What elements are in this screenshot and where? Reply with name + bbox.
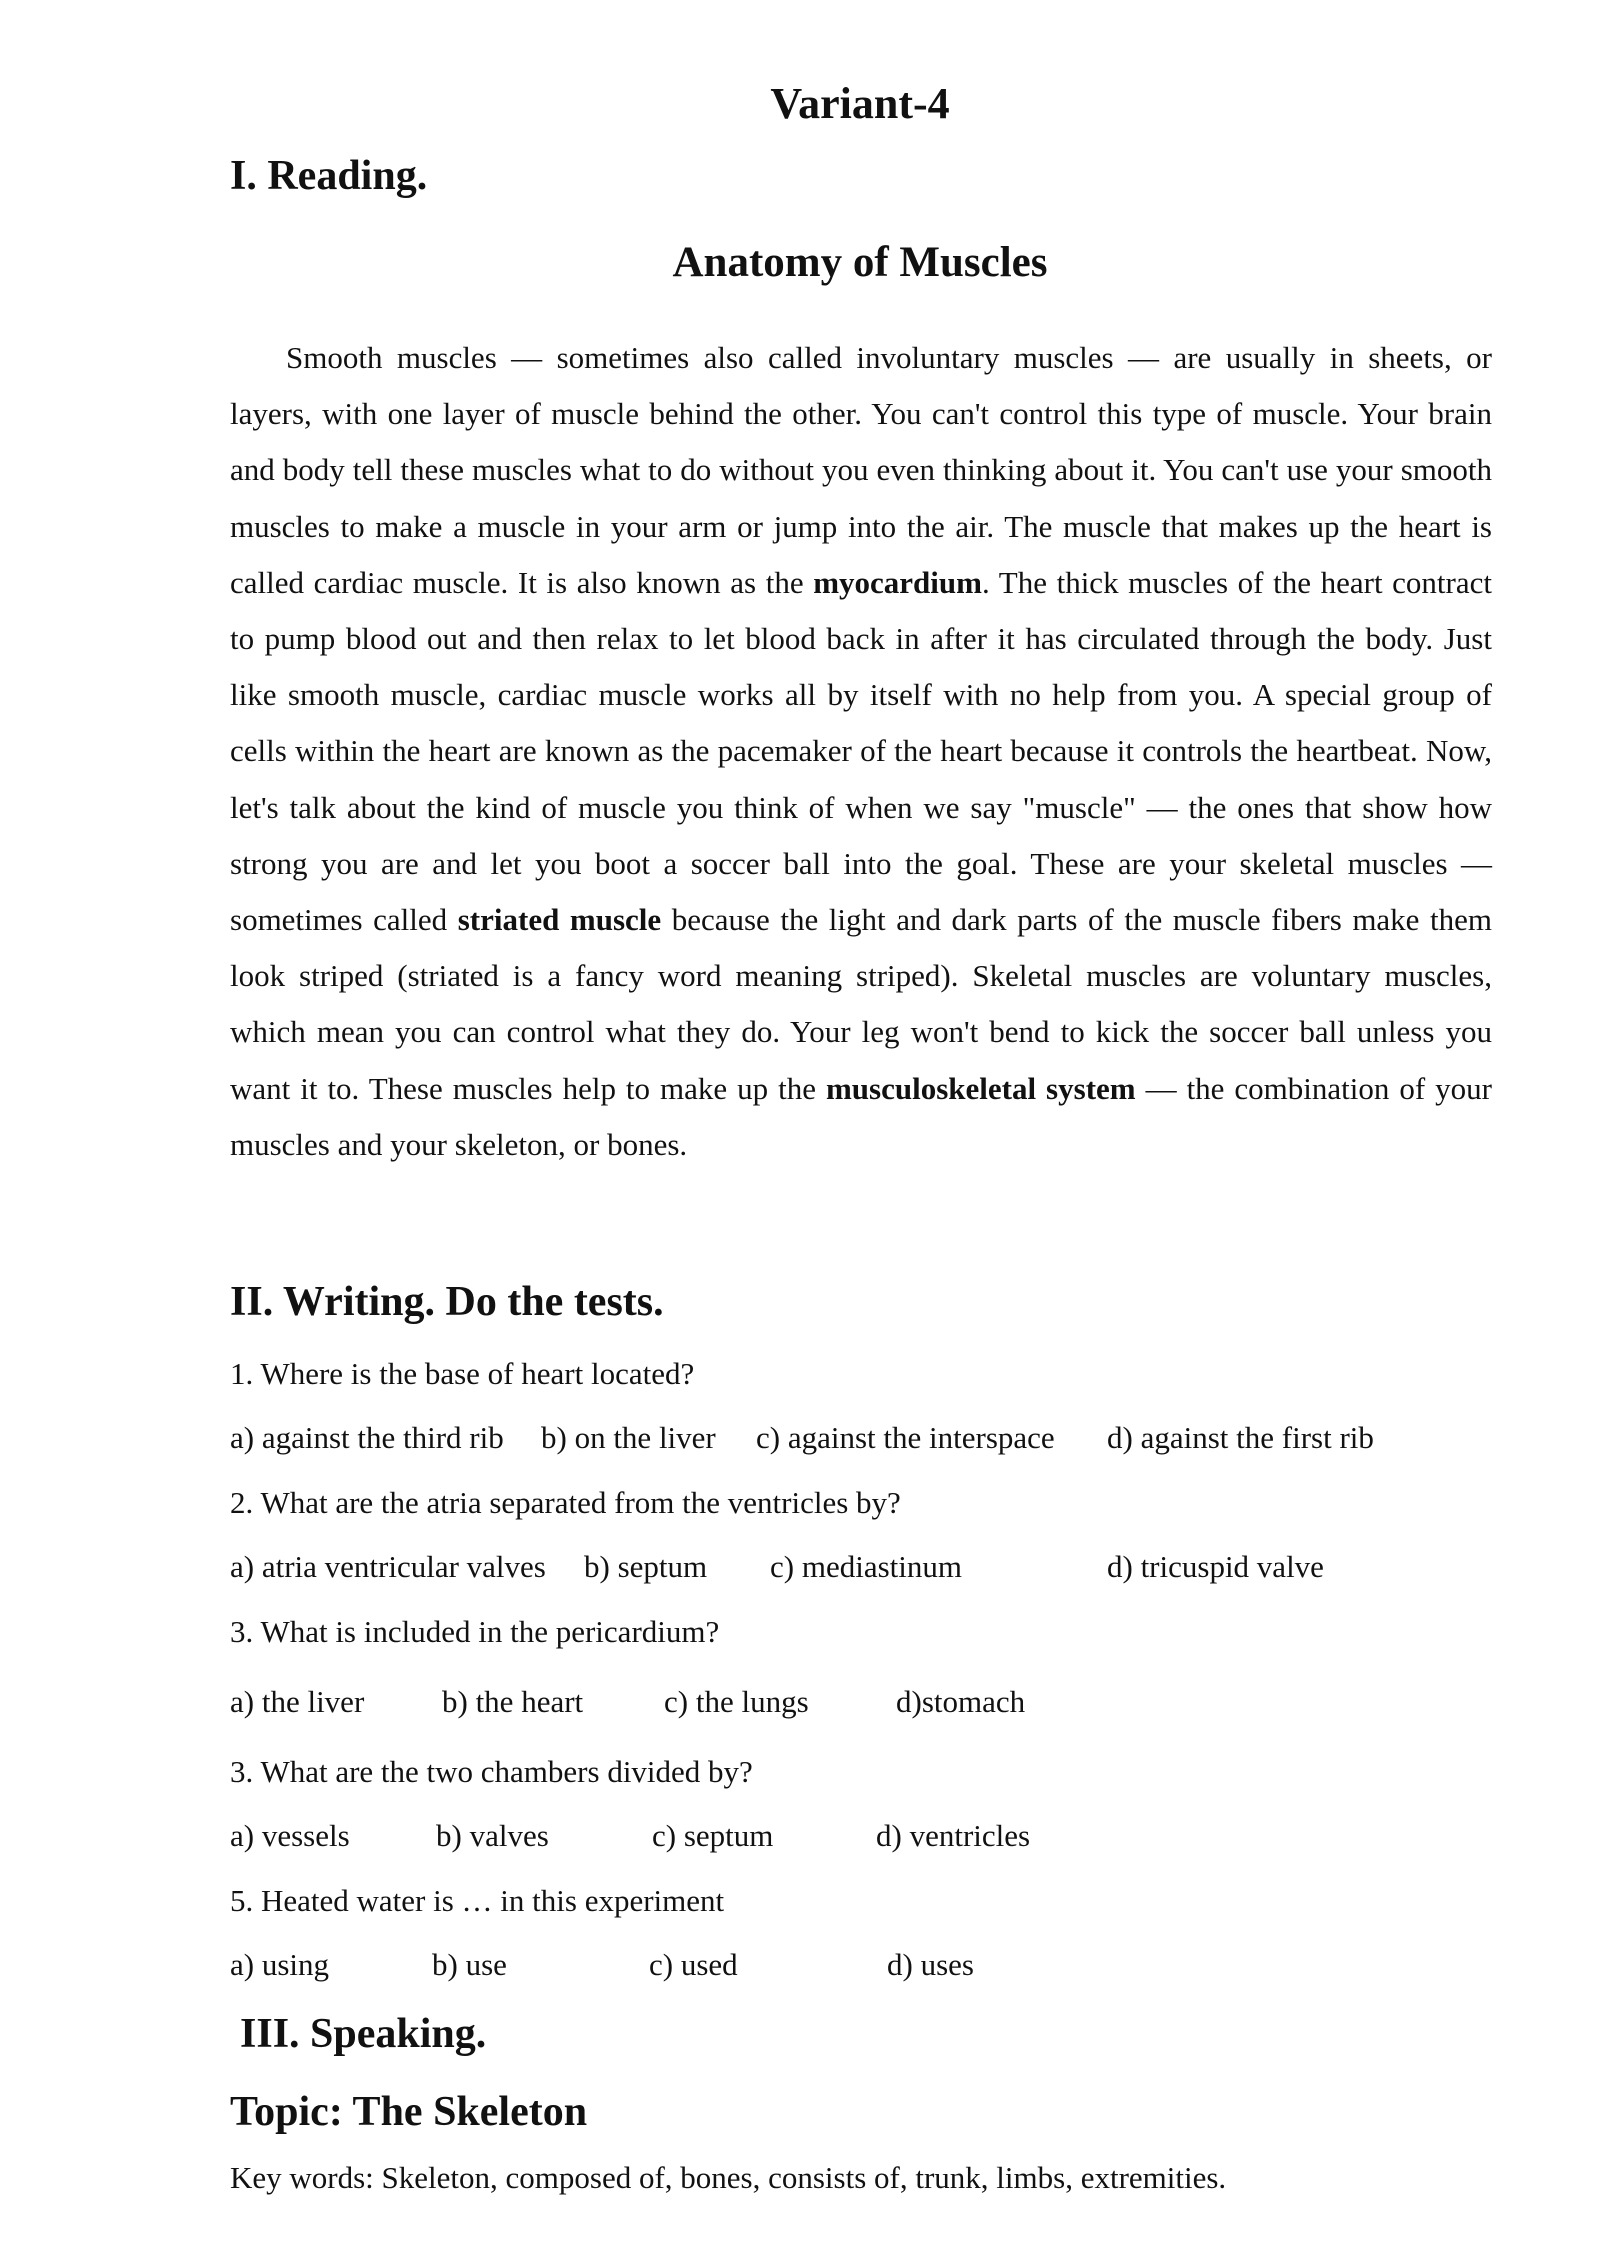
- question-3-option-a: a) the liver: [230, 1684, 365, 1719]
- question-5: 5. Heated water is … in this experiment: [230, 1883, 725, 1918]
- question-4: 3. What are the two chambers divided by?: [230, 1754, 753, 1789]
- question-1-option-c: c) against the interspace: [756, 1420, 1055, 1455]
- variant-title: Variant-4: [770, 79, 950, 128]
- question-3: 3. What is included in the pericardium?: [230, 1614, 720, 1649]
- question-4-option-b: b) valves: [436, 1818, 549, 1853]
- question-4-option-d: d) ventricles: [876, 1818, 1031, 1853]
- speaking-keywords: Key words: Skeleton, composed of, bones, consists of, trunk, limbs, extremities.: [230, 2160, 1227, 2195]
- writing-heading: II. Writing. Do the tests.: [230, 1279, 664, 1325]
- question-4-option-a: a) vessels: [230, 1818, 350, 1853]
- term-myocardium: myocardium: [813, 564, 982, 600]
- question-3-option-c: c) the lungs: [664, 1684, 809, 1719]
- reading-title: Anatomy of Muscles: [672, 239, 1048, 286]
- question-3-option-b: b) the heart: [442, 1684, 584, 1719]
- question-5-option-c: c) used: [649, 1947, 738, 1982]
- reading-heading: I. Reading.: [230, 153, 428, 199]
- question-4-option-c: c) septum: [652, 1818, 774, 1853]
- question-2-option-a: a) atria ventricular valves: [230, 1549, 546, 1584]
- question-3-option-d: d)stomach: [896, 1684, 1026, 1719]
- reading-text-2: . The thick muscles of the heart contract to pump blood out and then relax to let blood back in after it has circulated through the body. Just like smooth muscle, cardiac muscle works all by itself with no help from you. A special group of cells within the heart are known as the pacemaker of the heart because it controls the heartbeat. Now, let's talk about the kind of muscle you think of when we say "muscle" — the ones that show how strong you are and let you boot a soccer ball into the goal. These are your skeletal muscles — sometimes called: [230, 564, 1492, 938]
- reading-text-1: Smooth muscles — sometimes also called involuntary muscles — are usually in sheets, or layers, with one layer of muscle behind the other. You can't control this type of muscle. Your brain and body tell these muscles what to do without you even thinking about it. You can't use your smooth muscles to make a muscle in your arm or jump into the air. The muscle that makes up the heart is called cardiac muscle. It is also known as the: [230, 340, 1492, 600]
- question-1-option-d: d) against the first rib: [1107, 1420, 1374, 1455]
- question-2-option-c: c) mediastinum: [770, 1549, 962, 1584]
- question-5-option-d: d) uses: [887, 1947, 974, 1982]
- speaking-heading: III. Speaking.: [240, 2011, 487, 2057]
- reading-paragraph: [230, 330, 1492, 1173]
- question-2: 2. What are the atria separated from the ventricles by?: [230, 1485, 901, 1520]
- question-2-option-b: b) septum: [584, 1549, 708, 1584]
- term-musculoskeletal-system: musculoskeletal system: [825, 1070, 1136, 1106]
- question-1-option-a: a) against the third rib: [230, 1420, 504, 1455]
- question-1-option-b: b) on the liver: [541, 1420, 716, 1455]
- speaking-topic: Topic: The Skeleton: [230, 2089, 588, 2135]
- question-5-option-a: a) using: [230, 1947, 330, 1982]
- reading-text-3: because the light and dark parts of the muscle fibers make them look striped (striated is a fancy word meaning striped). Skeletal muscles are voluntary muscles, which mean you can control what they do. Your leg won't bend to kick the soccer ball unless you want it to. These muscles help to make up the: [230, 902, 1492, 1106]
- term-striated-muscle: striated muscle: [457, 902, 662, 938]
- question-1: 1. Where is the base of heart located?: [230, 1356, 695, 1391]
- reading-text-4: — the combination of your muscles and your skeleton, or bones.: [230, 1070, 1492, 1162]
- question-2-option-d: d) tricuspid valve: [1107, 1549, 1324, 1584]
- question-5-option-b: b) use: [432, 1947, 507, 1982]
